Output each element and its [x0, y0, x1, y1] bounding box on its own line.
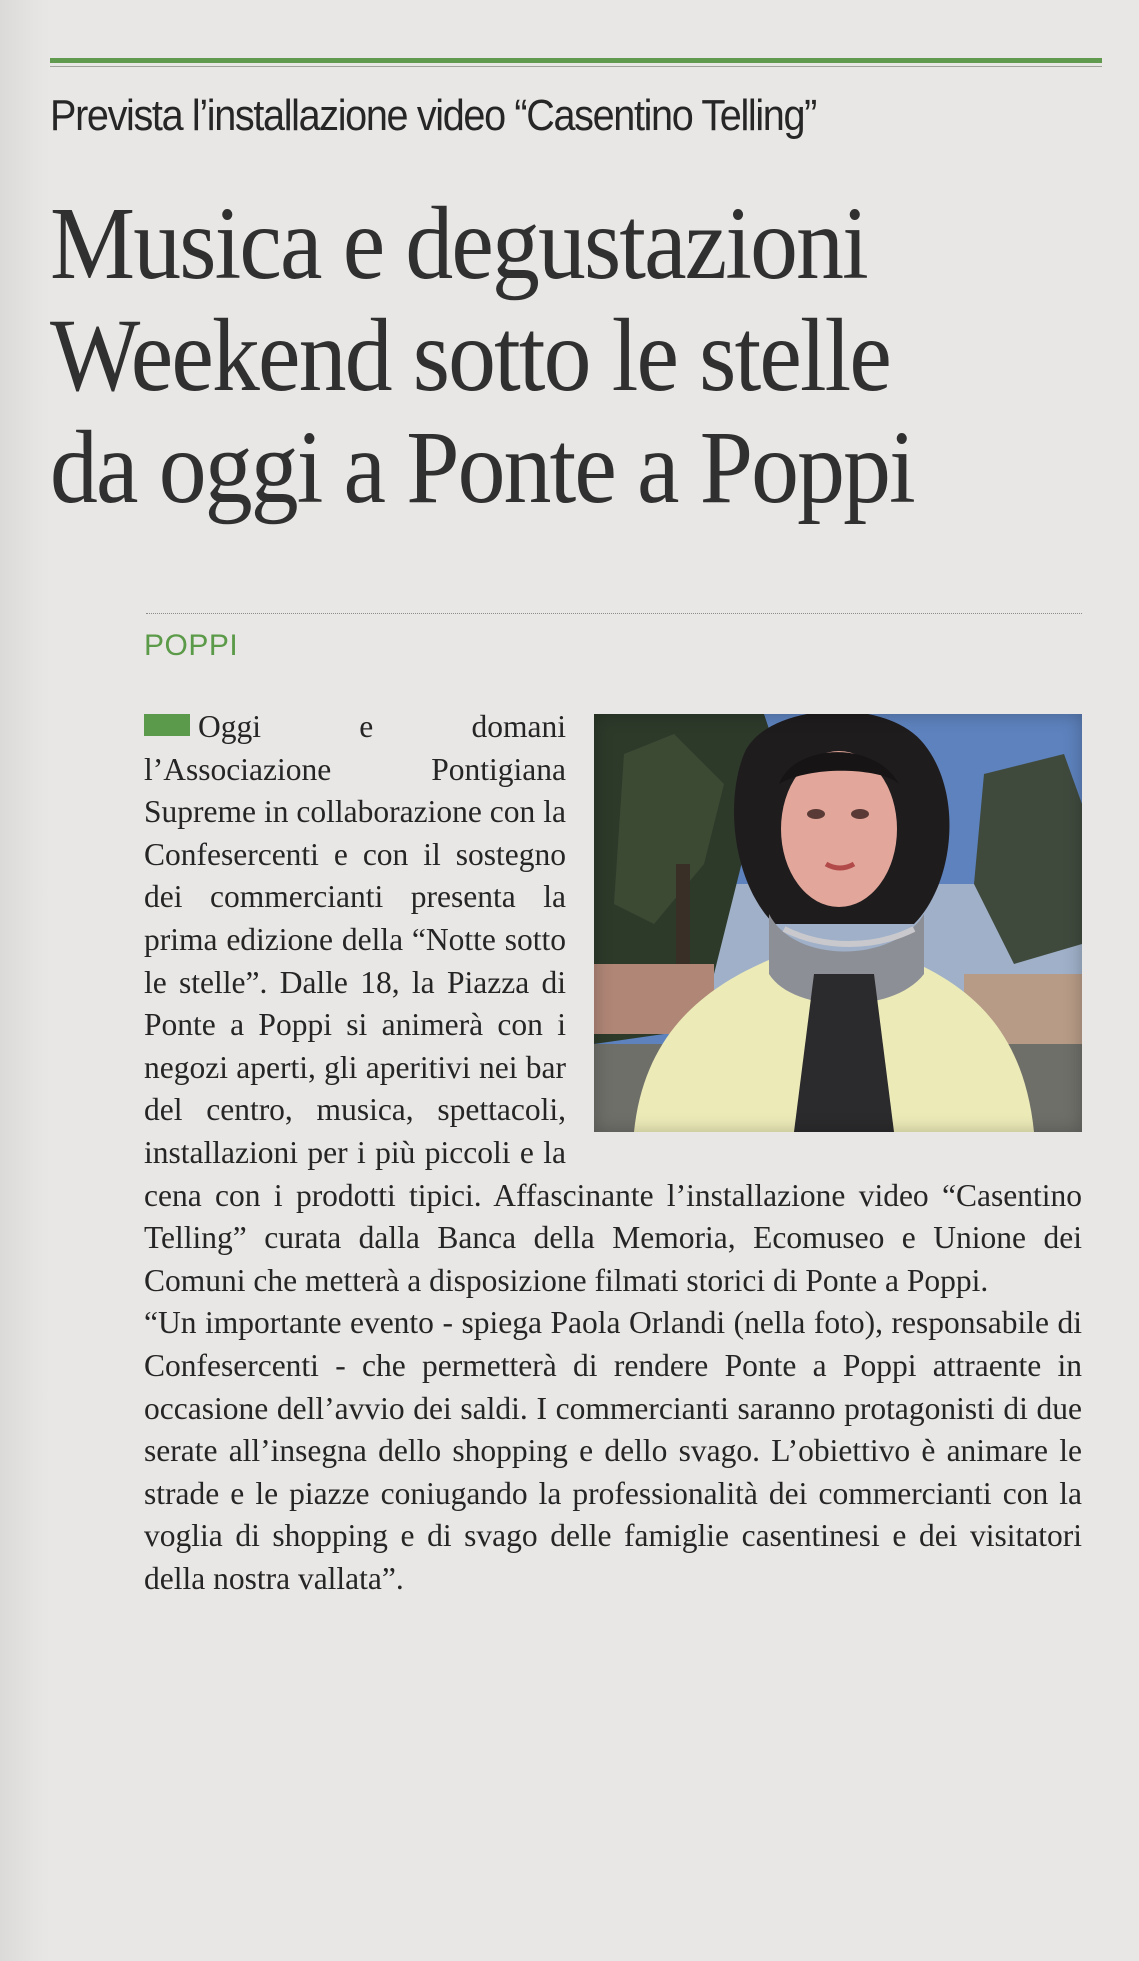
dateline-location: POPPI [144, 629, 239, 662]
body-paragraph-1-text: Oggi e domani l’Associazione Pontigiana Supreme in collaborazione con la Confesercenti e con il sostegno dei commercianti presenta la prima edizione della “Notte sotto le stelle”. Dalle 18, la Piazza di Ponte a Poppi si animerà con i negozi aperti, gli aperitivi nei bar del centro, musica, spettacoli, installazioni per i più piccoli e la cena con i prodotti tipici. Affascinante l’installazione video “Casentino Telling” curata dalla Banca della Memoria, Ecomuseo e Unione dei Comuni che metterà a disposizione filmati storici di Ponte a Poppi. [144, 709, 1082, 1298]
headline-line-1: Musica e degustazioni [50, 186, 867, 301]
body-paragraph-1 [144, 706, 1082, 1302]
article-body [144, 706, 1082, 1600]
portrait-photo [594, 714, 1082, 1132]
headline-divider [146, 613, 1082, 614]
headline-line-2: Weekend sotto le stelle [50, 298, 891, 413]
article-headline [50, 188, 1102, 524]
article-kicker: Prevista l’installazione video “Casentino Telling” [50, 91, 816, 140]
body-paragraph-2: “Un importante evento - spiega Paola Orlandi (nella foto), responsabile di Confesercenti - che permetterà di rendere Ponte a Poppi attraente in occasione dell’avvio dei saldi. I commercianti saranno protagonisti di due serate all’insegna dello shopping e dello svago. L’obiettivo è animare le strade e le piazze coniugando la professionalità dei commercianti con la voglia di shopping e di svago delle famiglie casentinesi e dei visitatori della nostra vallata”. [144, 1305, 1082, 1596]
paragraph-marker-icon [144, 714, 190, 736]
adjacent-column-bleed [0, 0, 50, 1961]
headline-line-3: da oggi a Ponte a Poppi [50, 410, 914, 525]
section-rule [50, 58, 1102, 63]
photo-vignette [594, 714, 1082, 1132]
section-rule-thin [50, 66, 1102, 67]
